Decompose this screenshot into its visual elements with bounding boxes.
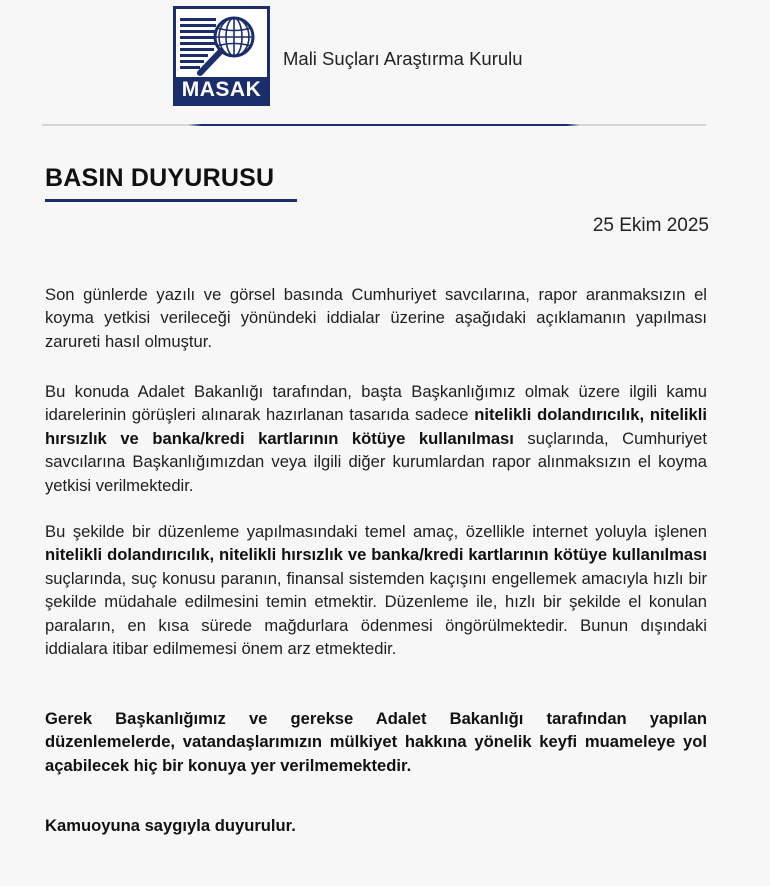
paragraph-2-bold: nitelikli dolandırıcılık, nitelikli hırsızlık ve banka/kredi kartlarının kötüye kullanılması xyxy=(45,405,707,448)
logo-wordmark: MASAK xyxy=(176,77,267,103)
paragraph-3-text-a: Bu şekilde bir düzenleme yapılmasındaki temel amaç, özellikle internet yoluyla işlenen xyxy=(45,521,707,541)
masak-logo xyxy=(173,6,270,106)
paragraph-3 xyxy=(45,520,707,661)
announcement-date: 25 Ekim 2025 xyxy=(592,215,709,236)
paragraph-1: Son günlerde yazılı ve görsel basında Cumhuriyet savcılarına, rapor aranmaksızın el koyma yetkisi verileceği yönündeki iddialar üzerine aşağıdaki açıklamanın yapılması zarureti hasıl olmuştur. xyxy=(45,284,707,351)
paragraph-3-text-c: suçlarında, suç konusu paranın, finansal sistemden kaçışını engellemek amacıyla hızlı bir şekilde müdahale edilmesini temin etmektir. Düzenleme ile, hızlı bir şekilde el konulan paraların, en kısa sürede mağdurlara ödenmesi öngörülmektedir. Bunun dışındaki iddialara itibar edilmemesi önem arz etmektedir. xyxy=(45,568,707,659)
paragraph-2-text-c: suçlarında, Cumhuriyet savcılarına Başkanlığımızdan veya ilgili diğer kurumlardan rapor alınmaksızın el koyma yetkisi verilmektedir. xyxy=(45,428,707,495)
page-title: BASIN DUYURUSU xyxy=(45,164,275,192)
paragraph-2-text-a: Bu konuda Adalet Bakanlığı tarafından, başta Başkanlığımız olmak üzere ilgili kamu idarelerinin görüşleri alınarak hazırlanan tasarıda sadece xyxy=(45,381,707,425)
organization-name: Mali Suçları Araştırma Kurulu xyxy=(283,48,523,69)
header-divider xyxy=(42,124,706,126)
paragraph-4: Gerek Başkanlığımız ve gerekse Adalet Bakanlığı tarafından yapılan düzenlemelerde, vatandaşlarımızın mülkiyet hakkına yönelik keyfi muameleye yol açabilecek hiç bir konuya yer verilmemektedir. xyxy=(45,708,707,775)
paragraph-3-bold: nitelikli dolandırıcılık, nitelikli hırsızlık ve banka/kredi kartlarının kötüye kullanılması xyxy=(45,545,707,565)
title-underline xyxy=(45,199,297,202)
paragraph-2 xyxy=(45,380,707,498)
closing-statement: Kamuoyuna saygıyla duyurulur. xyxy=(45,815,296,835)
globe-magnifier-icon xyxy=(176,9,267,79)
